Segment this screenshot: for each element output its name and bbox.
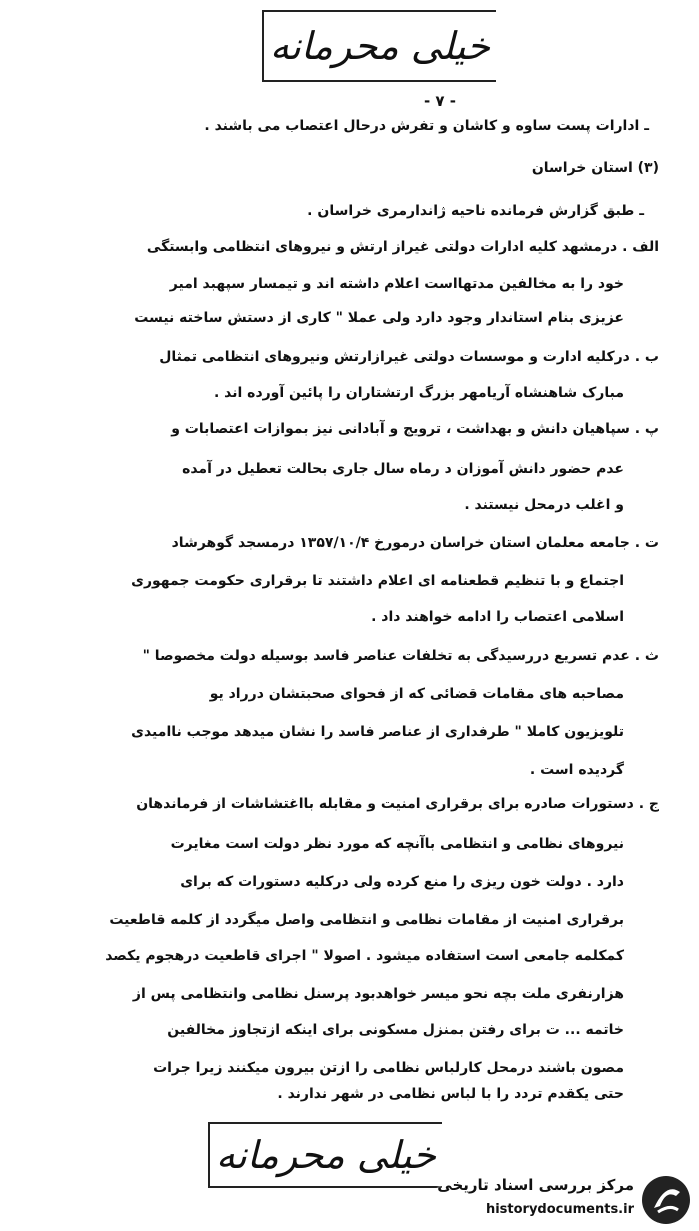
body-line-26: مصون باشند درمحل کارلباس نظامی را ازتن بیرون میکنند زیرا جرات (153, 1060, 624, 1076)
paragraph-jim: ج . دستورات صادره برای برقراری امنیت و مقابله بااغتشاشات از فرماندهان (136, 796, 659, 812)
body-line-25: خاتمه ... ت برای رفتن بمنزل مسکونی برای اینکه ازتجاوز مخالفین (167, 1022, 624, 1038)
top-classification-stamp (262, 10, 496, 82)
body-line-23: کمکلمه جامعی است استفاده میشود . اصولا " اجرای قاطعیت درهجوم یکصد (105, 948, 624, 964)
body-line-18: گردیده است . (529, 762, 624, 778)
paragraph-be: ب . درکلیه ادارت و موسسات دولتی غیرازارتش ونیروهای انتظامی تمثال (159, 349, 659, 365)
body-line-22: برقراری امنیت از مقامات نظامی و انتظامی واصل میگردد از کلمه قاطعیت (109, 912, 624, 928)
body-line-6: عزیزی بنام استاندار وجود دارد ولی عملا " کاری از دستش ساخته نیست (134, 310, 624, 326)
body-line-11: و اغلب درمحل نیستند . (464, 497, 624, 513)
body-line-16: مصاحبه های مقامات قضائی که از فحوای صحبتشان درراد یو (209, 686, 624, 702)
body-line-14: اسلامی اعتصاب را ادامه خواهند داد . (371, 609, 624, 625)
paragraph-se: ث . عدم تسریع دررسیدگی به تخلفات عناصر فاسد بوسیله دولت مخصوصا " (142, 648, 659, 664)
document-center-logo-icon (640, 1174, 692, 1226)
body-line-3: ـ طبق گزارش فرمانده ناحیه ژاندارمری خراسان . (307, 203, 644, 219)
watermark-title: مرکز بررسی اسناد تاریخی (437, 1176, 634, 1194)
body-line-5: خود را به مخالفین مدتهااست اعلام داشته اند و تیمسار سپهبد امیر (169, 276, 624, 292)
body-line-13: اجتماع و با تنظیم قطعنامه ای اعلام داشتند تا برقراری حکومت جمهوری (131, 573, 624, 589)
body-line-21: دارد . دولت خون ریزی را منع کرده ولی درکلیه دستورات که برای (180, 874, 624, 890)
section-heading-khorasan: (۳) استان خراسان (531, 160, 659, 176)
paragraph-pe: پ . سپاهیان دانش و بهداشت ، ترویج و آبادانی نیز بموازات اعتصابات و (171, 421, 659, 437)
body-line-1: ـ ادارات پست ساوه و کاشان و تفرش درحال اعتصاب می باشند . (204, 118, 649, 134)
archive-watermark (430, 1172, 692, 1228)
paragraph-alef: الف . درمشهد کلیه ادارات دولتی غیراز ارتش و نیروهای انتظامی وابستگی (146, 239, 659, 255)
body-line-20: نیروهای نظامی و انتظامی باآنچه که مورد نظر دولت است مغایرت (170, 836, 624, 852)
watermark-url: historydocuments.ir (485, 1202, 634, 1217)
bottom-classification-stamp (208, 1122, 442, 1188)
body-line-8: مبارک شاهنشاه آریامهر بزرگ ارتشتاران را پائین آورده اند . (213, 385, 624, 401)
body-line-17: تلویزیون کاملا " طرفداری از عناصر فاسد را نشان میدهد موجب ناامیدی (131, 724, 624, 740)
body-line-10: عدم حضور دانش آموزان د رماه سال جاری بحالت تعطیل در آمده (182, 461, 624, 477)
top-stamp-text: خیلی محرمانه (269, 24, 491, 68)
paragraph-te: ت . جامعه معلمان استان خراسان درمورخ ۱۳۵۷/۱۰/۴ درمسجد گوهرشاد (171, 535, 659, 551)
bottom-stamp-text: خیلی محرمانه (215, 1133, 437, 1177)
body-line-27: حتی یکقدم تردد را با لباس نظامی در شهر ندارند . (277, 1086, 624, 1102)
body-line-24: هزارنفری ملت بچه نحو میسر خواهدبود پرسنل نظامی وانتظامی پس از (132, 986, 624, 1002)
page-number: - ۷ - (423, 92, 457, 110)
